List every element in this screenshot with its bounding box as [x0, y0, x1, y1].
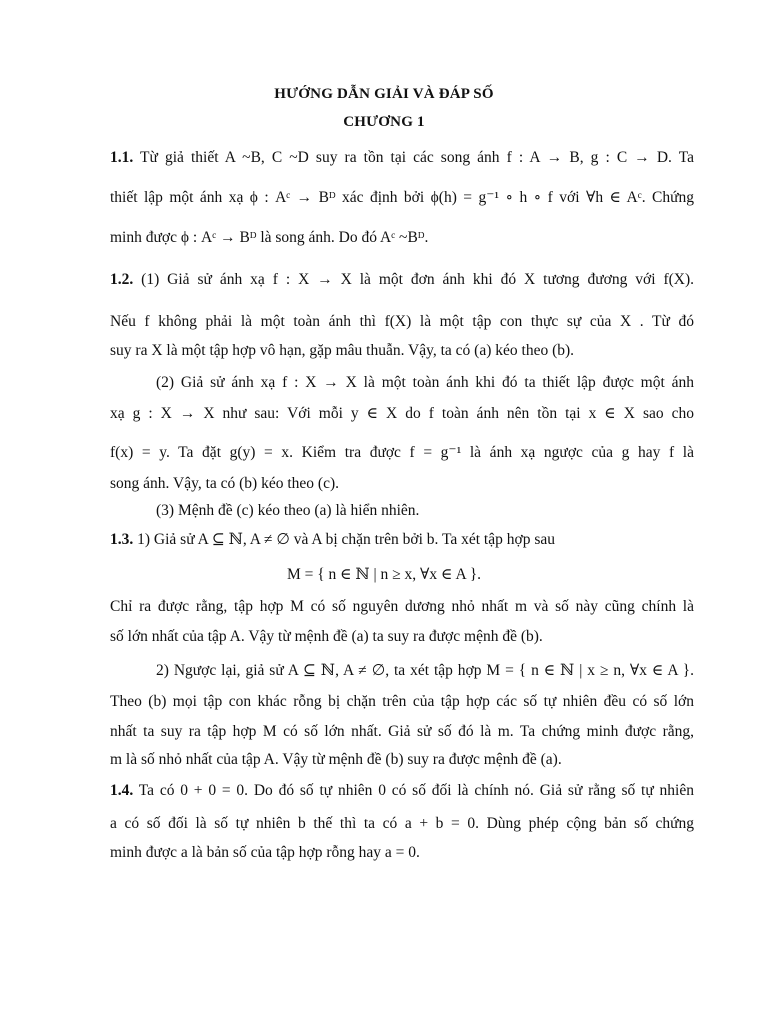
line-text: Ta có 0 + 0 = 0. Do đó số tự nhiên 0 có số đối là chính nó. Giả sử rằng số tự nhiên — [133, 782, 694, 799]
line-text: Chỉ ra được rằng, tập hợp M có số nguyên dương nhỏ nhất m và số này cũng chính là — [110, 598, 694, 615]
exercise-label: 1.3. — [110, 531, 134, 548]
exercise-label: 1.1. — [110, 149, 134, 166]
line-text: nhất ta suy ra tập hợp M có số lớn nhất. Giả sử số đó là m. Ta chứng minh được rằng, — [110, 723, 694, 740]
text-line — [110, 750, 694, 770]
text-line — [110, 373, 694, 393]
line-text: Theo (b) mọi tập con khác rỗng bị chặn trên của tập hợp các số tự nhiên đều có số lớn — [110, 693, 694, 710]
text-line — [110, 843, 694, 863]
line-text: suy ra X là một tập hợp vô hạn, gặp mâu thuẫn. Vậy, ta có (a) kéo theo (b). — [110, 342, 575, 359]
line-text: số lớn nhất của tập A. Vậy từ mệnh đề (a) ta suy ra được mệnh đề (b). — [110, 628, 543, 645]
line-text: (3) Mệnh đề (c) kéo theo (a) là hiển nhiên. — [156, 502, 420, 519]
exercise-label: 1.4. — [110, 782, 134, 799]
chapter-title: CHƯƠNG 1 — [343, 114, 425, 130]
line-text: xạ g : X → X như sau: Với mỗi y ∈ X do f toàn ánh nên tồn tại x ∈ X sao cho — [110, 405, 694, 422]
text-line — [110, 661, 694, 681]
line-text: minh được a là bản số của tập hợp rỗng hay a = 0. — [110, 844, 420, 861]
text-line — [110, 443, 694, 463]
line-text: Từ giả thiết A ~B, C ~D suy ra tồn tại các song ánh f : A → B, g : C → D. Ta — [133, 149, 694, 166]
text-line — [110, 722, 694, 742]
text-line — [110, 781, 694, 801]
line-text: M = { n ∈ ℕ | n ≥ x, ∀x ∈ A }. — [286, 566, 482, 583]
text-line — [110, 501, 694, 521]
text-line — [110, 404, 694, 424]
line-text: minh được ϕ : Aᶜ → Bᴰ là song ánh. Do đó Aᶜ ~Bᴰ. — [110, 229, 429, 246]
text-line — [110, 474, 694, 494]
text-line — [110, 312, 694, 332]
text-line — [110, 341, 694, 361]
line-text: (2) Giả sử ánh xạ f : X → X là một toàn ánh khi đó ta thiết lập được một ánh — [156, 374, 694, 391]
text-line — [110, 148, 694, 168]
line-text: 1) Giả sử A ⊆ ℕ, A ≠ ∅ và A bị chặn trên bởi b. Ta xét tập hợp sau — [133, 531, 555, 548]
line-text: 2) Ngược lại, giả sử A ⊆ ℕ, A ≠ ∅, ta xét tập hợp M = { n ∈ ℕ | x ≥ n, ∀x ∈ A }. — [156, 662, 694, 679]
text-line — [110, 228, 694, 248]
text-line — [110, 188, 694, 208]
line-text: song ánh. Vậy, ta có (b) kéo theo (c). — [110, 475, 339, 492]
formula-line — [0, 565, 768, 585]
line-text: f(x) = y. Ta đặt g(y) = x. Kiểm tra được f = g⁻¹ là ánh xạ ngược của g hay f là — [110, 444, 694, 461]
text-line — [110, 627, 694, 647]
line-text: Nếu f không phải là một toàn ánh thì f(X) là một tập con thực sự của X . Từ đó — [110, 313, 694, 330]
text-line — [110, 530, 694, 550]
text-line — [110, 814, 694, 834]
text-line — [110, 692, 694, 712]
line-text: m là số nhỏ nhất của tập A. Vậy từ mệnh đề (b) suy ra được mệnh đề (a). — [110, 751, 562, 768]
line-text: a có số đối là số tự nhiên b thế thì ta có a + b = 0. Dùng phép cộng bản số chứng — [110, 815, 694, 832]
text-line — [110, 597, 694, 617]
text-line — [110, 270, 694, 290]
line-text: (1) Giả sử ánh xạ f : X → X là một đơn ánh khi đó X tương đương với f(X). — [133, 271, 694, 288]
line-text: thiết lập một ánh xạ ϕ : Aᶜ → Bᴰ xác định bởi ϕ(h) = g⁻¹ ∘ h ∘ f với ∀h ∈ Aᶜ. Chứng — [110, 189, 694, 206]
page-title: HƯỚNG DẪN GIẢI VÀ ĐÁP SỐ — [274, 86, 494, 102]
exercise-label: 1.2. — [110, 271, 134, 288]
